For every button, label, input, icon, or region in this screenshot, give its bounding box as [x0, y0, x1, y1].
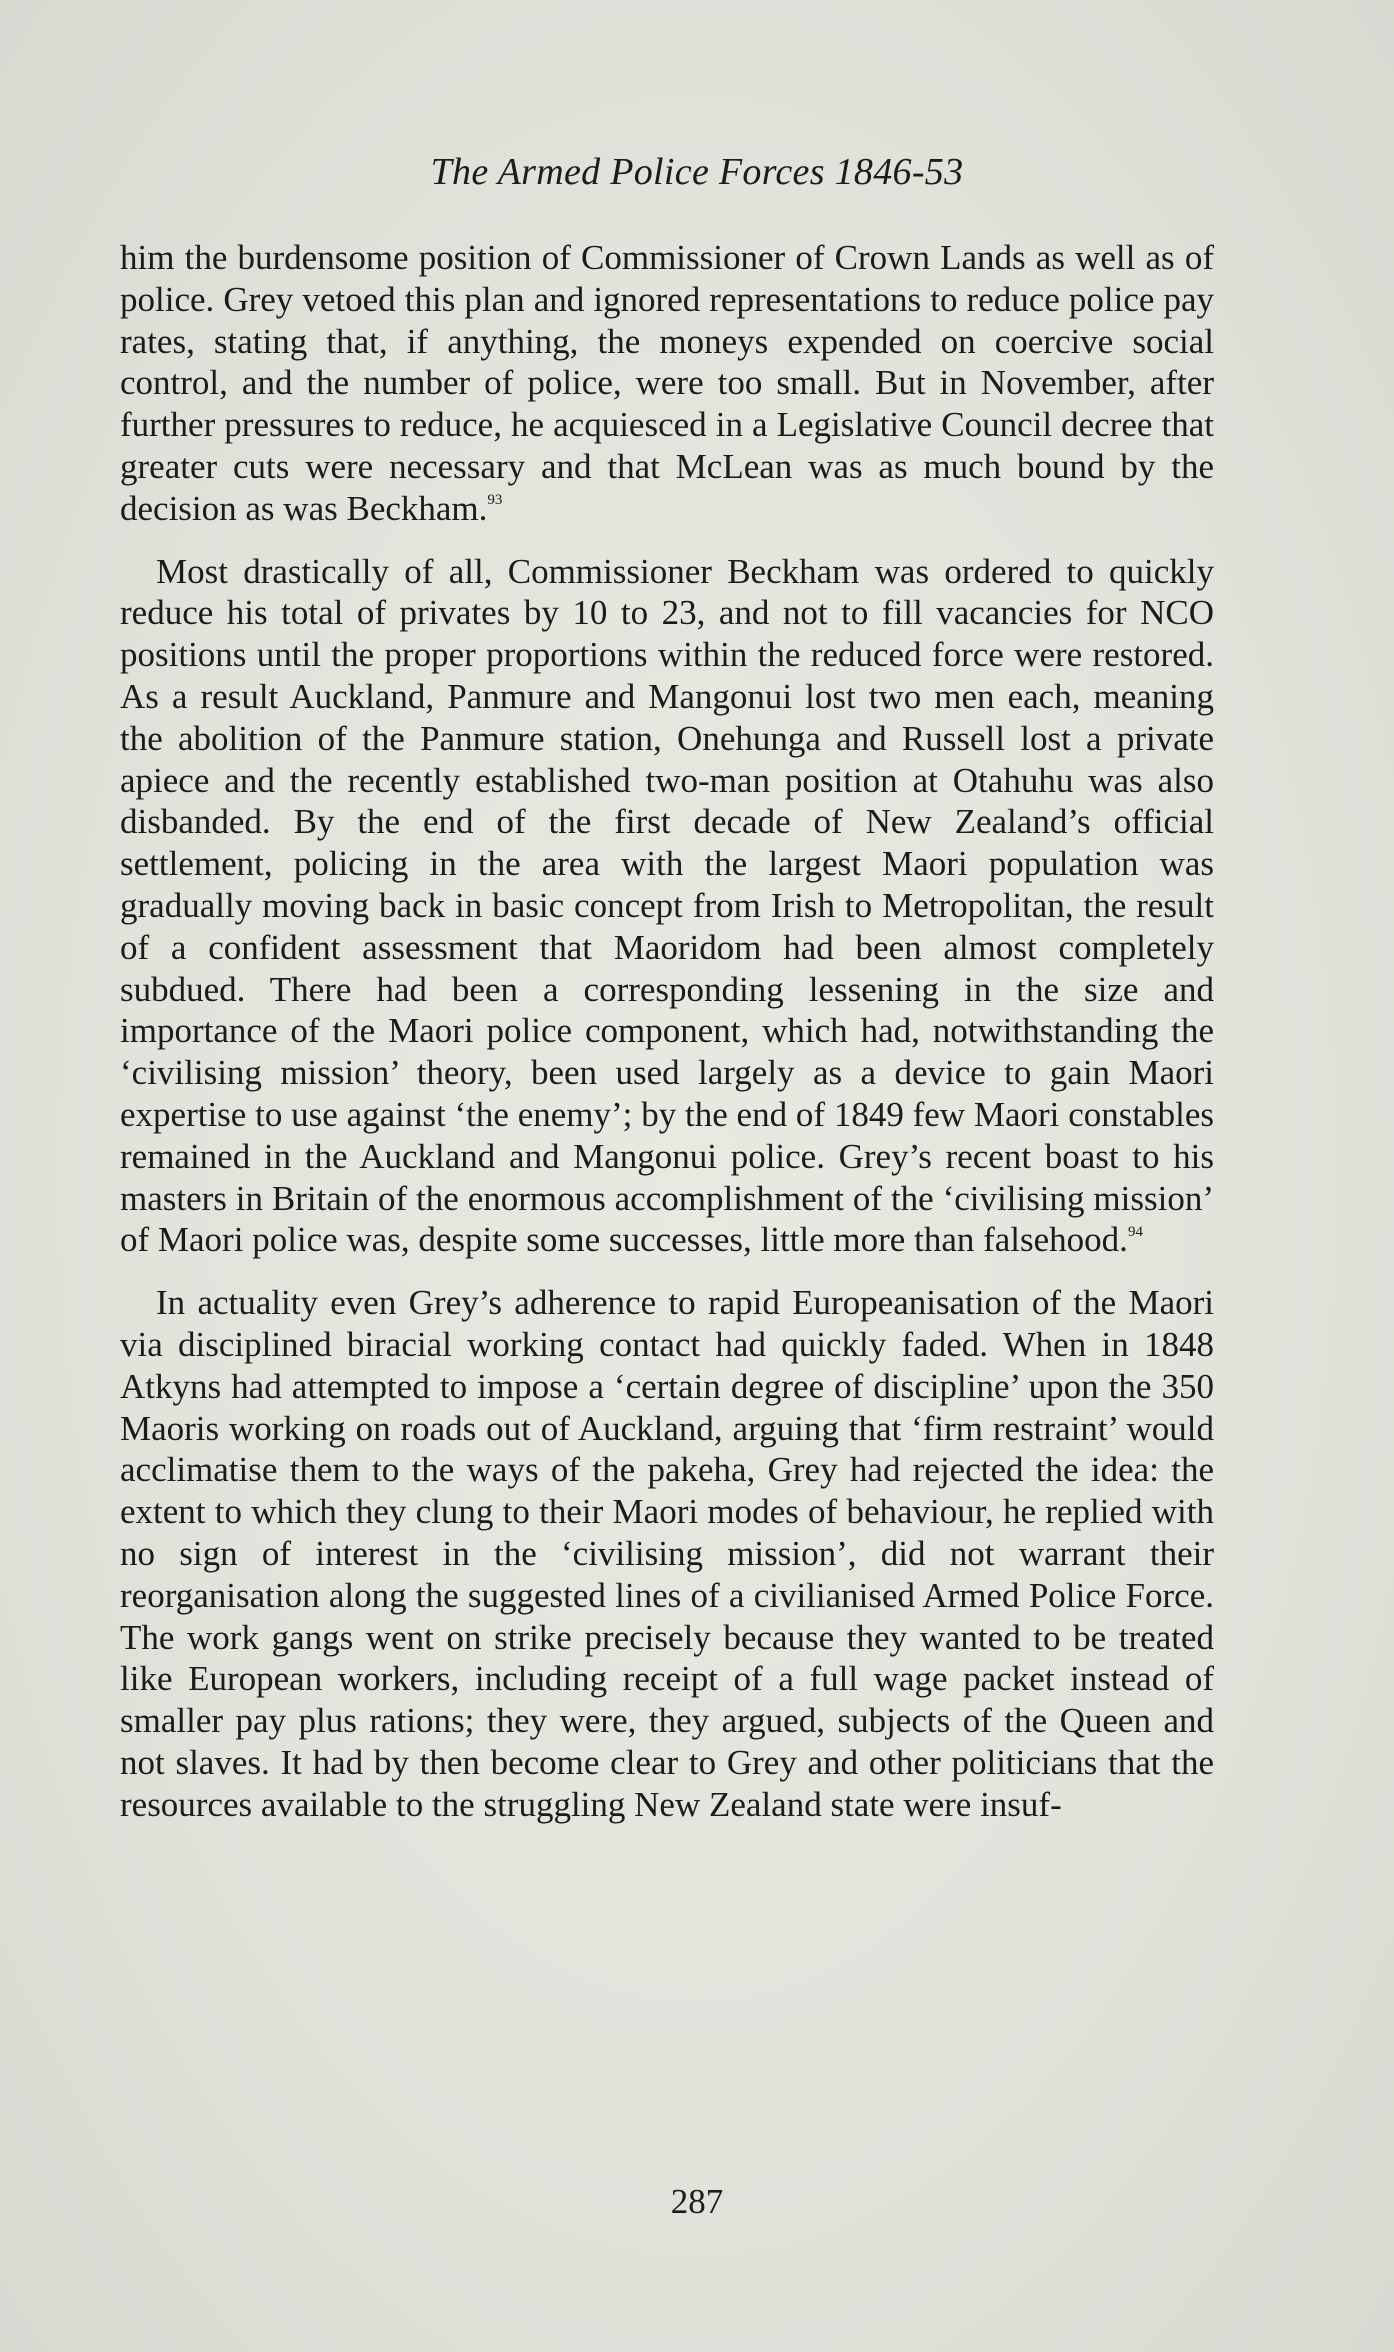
paragraph-1 [120, 237, 1214, 530]
page-number: 287 [670, 2182, 724, 2221]
body-text [120, 237, 1214, 1825]
paragraph-1-text: him the burdensome position of Commissioner of Crown Lands as well as of police. Grey vetoed this plan and ignored representations to reduce police pay rates, stating that, if anything, the moneys expended on coercive social control, and the number of police, were too small. But in November, after further pressures to reduce, he acquiesced in a Legislative Council decree that greater cuts were necessary and that McLean was as much bound by the decision as was Beckham. [120, 238, 1214, 528]
paragraph-3-text: In actuality even Grey’s adherence to rapid Europeanisation of the Maori via disciplined biracial working contact had quickly faded. When in 1848 Atkyns had attempted to impose a ‘certain degree of discipline’ upon the 350 Maoris working on roads out of Auckland, arguing that ‘firm restraint’ would acclimatise them to the ways of the pakeha, Grey had rejected the idea: the extent to which they clung to their Maori modes of behaviour, he replied with no sign of interest in the ‘civilising mission’, did not warrant their reorganisation along the suggested lines of a civilianised Armed Police Force. The work gangs went on strike precisely because they wanted to be treated like European workers, including receipt of a full wage packet instead of smaller pay plus rations; they were, they argued, subjects of the Queen and not slaves. It had by then become clear to Grey and other politicians that the resources available to the struggling New Zealand state were insuf- [120, 1283, 1214, 1824]
footnote-ref-94: 94 [1127, 1223, 1143, 1240]
footnote-ref-93: 93 [487, 492, 503, 509]
paragraph-3 [120, 1282, 1214, 1825]
paragraph-2 [120, 551, 1214, 1262]
paragraph-2-text: Most drastically of all, Commissioner Beckham was ordered to quickly reduce his total of privates by 10 to 23, and not to fill vacancies for NCO positions until the proper proportions within the reduced force were restored. As a result Auckland, Panmure and Mangonui lost two men each, meaning the abolition of the Panmure station, Onehunga and Russell lost a private apiece and the recently established two-man position at Otahuhu was also disbanded. By the end of the first decade of New Zealand’s official settlement, policing in the area with the largest Maori population was gradually moving back in basic concept from Irish to Metropolitan, the result of a confident assessment that Maoridom had been almost completely subdued. There had been a corresponding lessening in the size and importance of the Maori police component, which had, notwithstanding the ‘civilising mission’ theory, been used largely as a device to gain Maori expertise to use against ‘the enemy’; by the end of 1849 few Maori constables remained in the Auckland and Mangonui police. Grey’s recent boast to his masters in Britain of the enormous accomplishment of the ‘civilising mission’ of Maori police was, despite some successes, little more than falsehood. [120, 551, 1214, 1260]
running-head: The Armed Police Forces 1846-53 [430, 151, 964, 193]
